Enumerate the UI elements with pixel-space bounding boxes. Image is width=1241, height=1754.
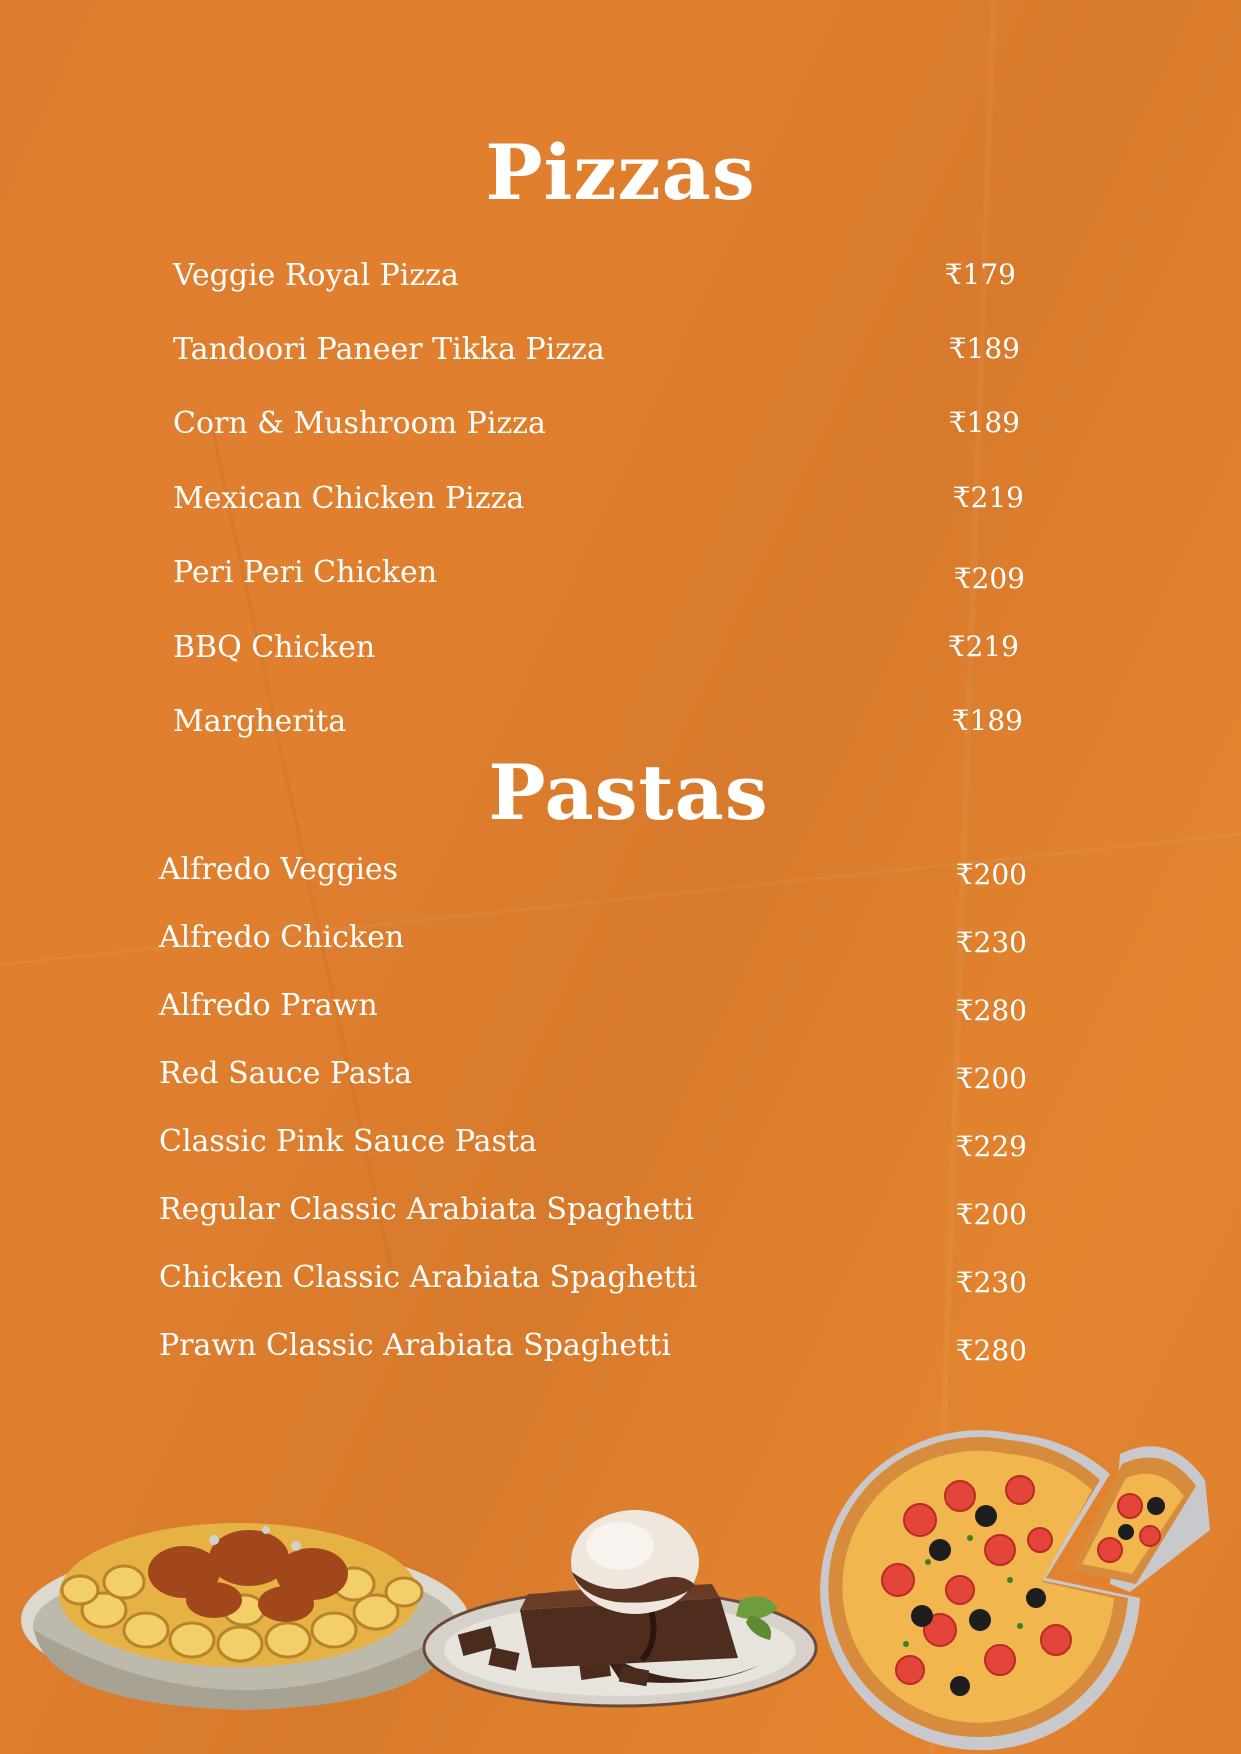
brownie-ice-cream-icon	[420, 1490, 820, 1710]
item-price: ₹179	[944, 258, 1016, 291]
item-name: Margherita	[173, 704, 347, 739]
menu-item	[173, 481, 1024, 525]
item-price: ₹200	[955, 1198, 1027, 1231]
menu-item	[159, 852, 1027, 896]
menu-item	[159, 1192, 1027, 1236]
item-price: ₹219	[947, 630, 1019, 663]
item-name: Corn & Mushroom Pizza	[173, 406, 546, 441]
item-price: ₹200	[955, 1062, 1027, 1095]
item-price: ₹189	[948, 332, 1020, 365]
item-name: Veggie Royal Pizza	[173, 258, 459, 293]
item-price: ₹280	[955, 994, 1027, 1027]
item-name: Tandoori Paneer Tikka Pizza	[173, 332, 605, 367]
item-name: BBQ Chicken	[173, 630, 376, 665]
item-name: Alfredo Chicken	[159, 920, 405, 955]
item-name: Peri Peri Chicken	[173, 555, 438, 590]
item-price: ₹189	[948, 406, 1020, 439]
item-name: Classic Pink Sauce Pasta	[159, 1124, 537, 1159]
item-name: Alfredo Prawn	[159, 988, 378, 1023]
menu-item	[173, 630, 1020, 674]
item-price: ₹200	[955, 858, 1027, 891]
pastas-heading: Pastas	[488, 748, 769, 837]
menu-item	[173, 555, 1025, 599]
menu-item	[173, 258, 1020, 302]
item-price: ₹229	[955, 1130, 1027, 1163]
item-name: Regular Classic Arabiata Spaghetti	[159, 1192, 695, 1227]
pasta-bowl-icon	[14, 1500, 476, 1730]
menu-item	[159, 1056, 1027, 1100]
menu-item	[173, 406, 1020, 450]
item-name: Mexican Chicken Pizza	[173, 481, 525, 516]
item-name: Red Sauce Pasta	[159, 1056, 412, 1091]
pizza-icon	[810, 1420, 1230, 1754]
item-name: Prawn Classic Arabiata Spaghetti	[159, 1328, 671, 1363]
menu-item	[159, 1124, 1027, 1168]
item-price: ₹209	[953, 562, 1025, 595]
item-price: ₹230	[955, 1266, 1027, 1299]
menu-item	[159, 920, 1027, 964]
item-name: Chicken Classic Arabiata Spaghetti	[159, 1260, 698, 1295]
menu-item	[173, 332, 1020, 376]
item-name: Alfredo Veggies	[159, 852, 399, 887]
pizzas-heading: Pizzas	[485, 128, 756, 217]
menu-item	[159, 988, 1027, 1032]
item-price: ₹280	[955, 1334, 1027, 1367]
item-price: ₹189	[951, 704, 1023, 737]
menu-item	[173, 704, 1023, 748]
item-price: ₹230	[955, 926, 1027, 959]
menu-item	[159, 1328, 1027, 1372]
item-price: ₹219	[952, 481, 1024, 514]
menu-item	[159, 1260, 1027, 1304]
